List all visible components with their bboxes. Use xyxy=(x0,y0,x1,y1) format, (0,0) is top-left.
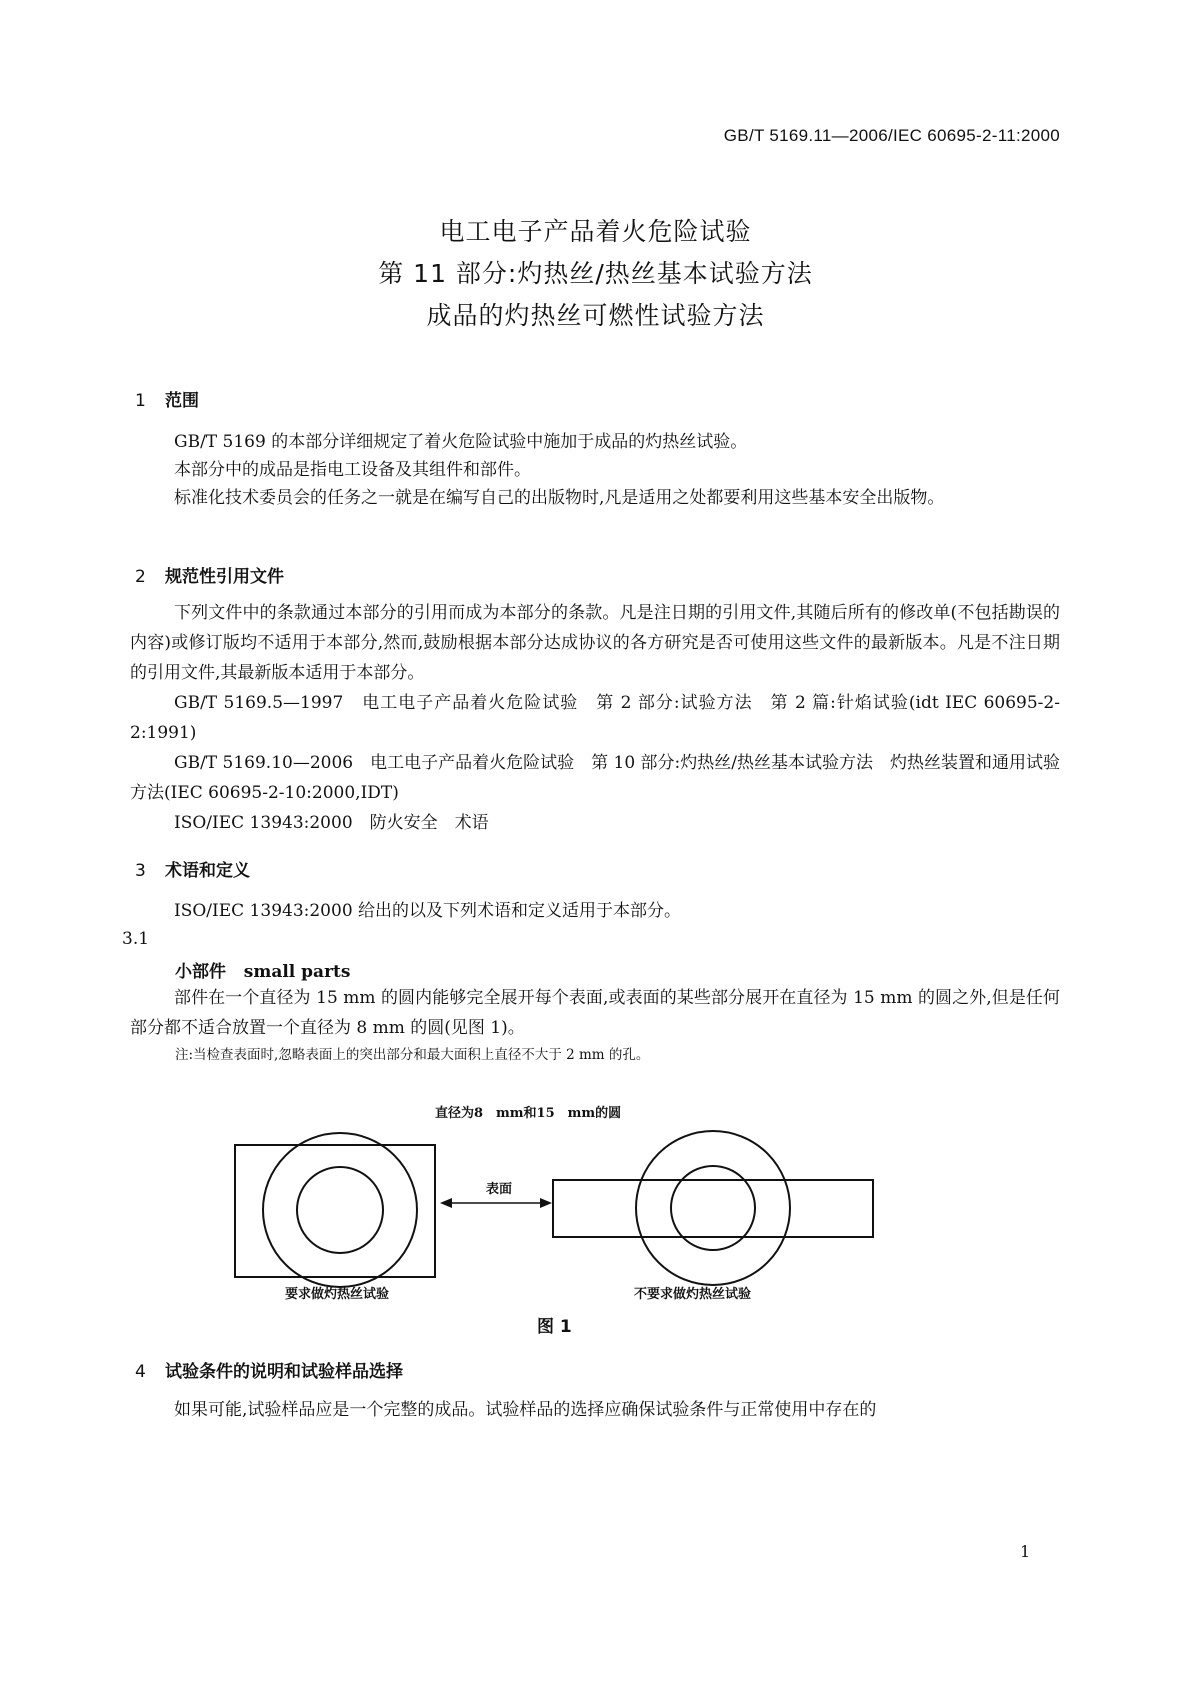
section-1-heading xyxy=(135,386,199,411)
large-circle xyxy=(263,1133,417,1287)
title-line-3: 成品的灼热丝可燃性试验方法 xyxy=(426,301,765,330)
term-english: small parts xyxy=(243,962,351,982)
section-3-para-1: ISO/IEC 13943:2000 给出的以及下列术语和定义适用于本部分。 xyxy=(174,901,682,921)
left-caption: 要求做灼热丝试验 xyxy=(285,1287,390,1302)
title-line-2: 第 11 部分:灼热丝/热丝基本试验方法 xyxy=(378,259,813,288)
section-3-heading xyxy=(135,856,250,881)
section-title: 规范性引用文件 xyxy=(165,567,284,587)
large-circle xyxy=(636,1131,790,1285)
section-1-para-3: 标准化技术委员会的任务之一就是在编写自己的出版物时,凡是适用之处都要利用这些基本安全出版物。 xyxy=(174,488,945,508)
title-line-1: 电工电子产品着火危险试验 xyxy=(439,217,752,246)
section-4-para-1: 如果可能,试验样品应是一个完整的成品。试验样品的选择应确保试验条件与正常使用中存在的 xyxy=(174,1400,877,1420)
section-2-para-1: 下列文件中的条款通过本部分的引用而成为本部分的条款。凡是注日期的引用文件,其随后所有的修改单(不包括勘误的内容)或修订版均不适用于本部分,然而,鼓励根据本部分达成协议的各方研究是否可使用这些文件的最新版本。凡是不注日期的引用文件,其最新版本适用于本部分。 xyxy=(130,603,1060,683)
reference-3: ISO/IEC 13943:2000 防火安全 术语 xyxy=(174,813,489,833)
section-2-heading xyxy=(135,562,284,587)
right-caption: 不要求做灼热丝试验 xyxy=(634,1287,752,1302)
reference-2: GB/T 5169.10—2006 电工电子产品着火危险试验 第 10 部分:灼热丝/热丝基本试验方法 灼热丝装置和通用试验方法(IEC 60695-2-10:2000,IDT) xyxy=(130,753,1060,803)
standard-number: GB/T 5169.11—2006/IEC 60695-2-11:2000 xyxy=(723,126,1060,145)
section-number: 4 xyxy=(135,1362,146,1382)
square-part-outline xyxy=(235,1145,435,1277)
subsection-number: 3.1 xyxy=(122,929,150,949)
section-1-para-2: 本部分中的成品是指电工设备及其组件和部件。 xyxy=(174,460,531,480)
reference-1: GB/T 5169.5—1997 电工电子产品着火危险试验 第 2 部分:试验方法 第 2 篇:针焰试验(idt IEC 60695-2-2:1991) xyxy=(130,693,1060,743)
section-number: 1 xyxy=(135,391,146,411)
surface-label: 表面 xyxy=(484,1178,514,1197)
figure-top-label: 直径为8 mm和15 mm的圆 xyxy=(435,1106,622,1121)
figure-1-diagram xyxy=(220,1118,900,1298)
term-chinese: 小部件 xyxy=(175,962,226,982)
page-number: 1 xyxy=(1020,1542,1031,1561)
section-number: 2 xyxy=(135,567,146,587)
section-title: 试验条件的说明和试验样品选择 xyxy=(165,1362,403,1382)
arrow-head-right xyxy=(540,1198,552,1208)
term-note: 注:当检查表面时,忽略表面上的突出部分和最大面积上直径不大于 2 mm 的孔。 xyxy=(175,1047,650,1063)
section-title: 术语和定义 xyxy=(165,861,250,881)
figure-caption: 图 1 xyxy=(537,1317,572,1337)
term-definition: 部件在一个直径为 15 mm 的圆内能够完全展开每个表面,或表面的某些部分展开在直径为 15 mm 的圆之外,但是任何部分都不适合放置一个直径为 8 mm 的圆(见图 1)。 xyxy=(130,988,1060,1038)
section-4-heading xyxy=(135,1357,403,1382)
section-number: 3 xyxy=(135,861,146,881)
section-title: 范围 xyxy=(165,391,199,411)
term-heading xyxy=(175,957,350,982)
arrow-head-left xyxy=(440,1198,452,1208)
long-part-outline xyxy=(553,1180,873,1237)
small-circle xyxy=(297,1167,383,1253)
section-1-para-1: GB/T 5169 的本部分详细规定了着火危险试验中施加于成品的灼热丝试验。 xyxy=(174,432,748,452)
